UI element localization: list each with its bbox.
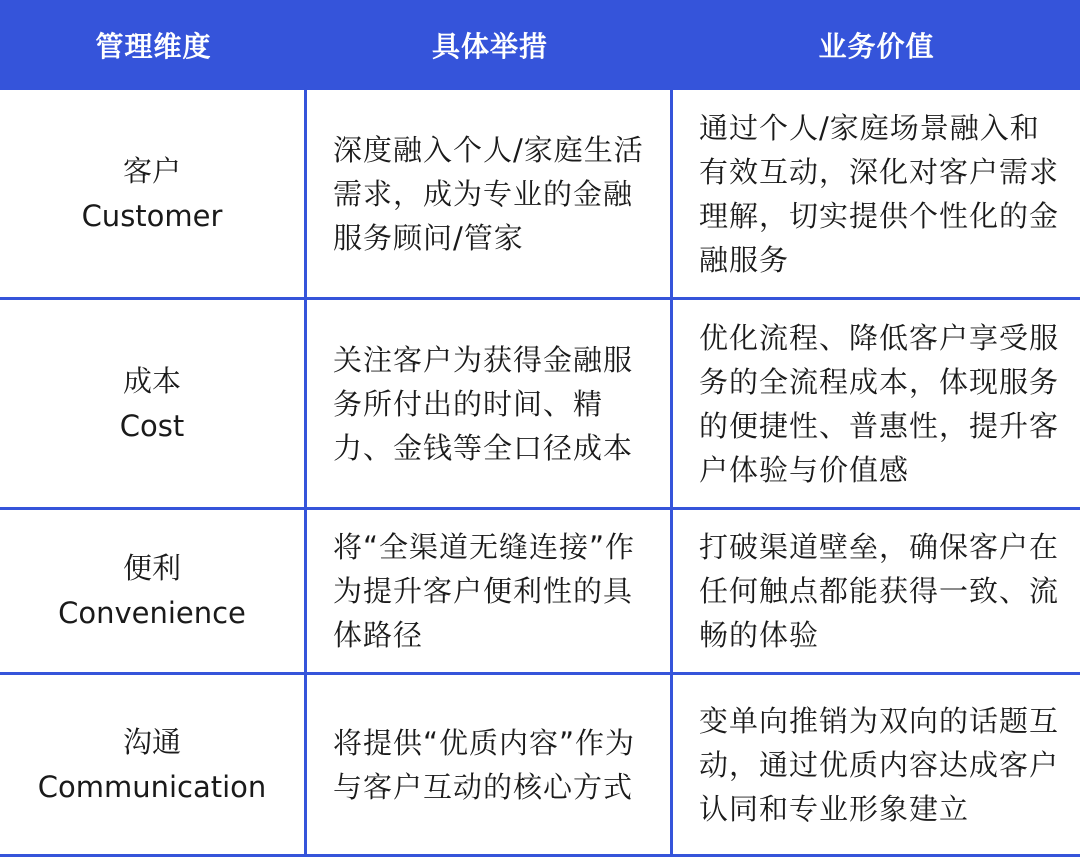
table-row-measure — [307, 90, 673, 300]
value-text: 打破渠道壁垒，确保客户在任何触点都能获得一致、流畅的体验 — [699, 530, 1060, 652]
header-value: 业务价值 — [673, 0, 1080, 90]
dimension-en: Cost — [119, 408, 185, 443]
measure-text: 将提供“优质内容”作为与客户互动的核心方式 — [333, 725, 636, 804]
table-row-value — [673, 300, 1080, 510]
value-text: 优化流程、降低客户享受服务的全流程成本，体现服务的便捷性、普惠性，提升客户体验与价值感 — [699, 320, 1060, 487]
table-row-value — [673, 90, 1080, 300]
header-dimension: 管理维度 — [0, 0, 307, 90]
dimension-en: Customer — [81, 198, 223, 233]
table-row-dimension — [0, 300, 307, 510]
dimension-cn: 客户 — [122, 153, 181, 188]
header-measure: 具体举措 — [307, 0, 673, 90]
dimension-cn: 便利 — [122, 551, 181, 585]
table-row-measure — [307, 675, 673, 857]
table-row-value — [673, 675, 1080, 857]
table-row-dimension — [0, 510, 307, 675]
value-text: 通过个人/家庭场景融入和有效互动，深化对客户需求理解，切实提供个性化的金融服务 — [699, 110, 1060, 277]
table-row-value — [673, 510, 1080, 675]
table-row-measure — [307, 510, 673, 675]
value-text: 变单向推销为双向的话题互动，通过优质内容达成客户认同和专业形象建立 — [699, 703, 1060, 826]
dimension-en: Convenience — [58, 596, 246, 630]
measure-text: 关注客户为获得金融服务所付出的时间、精力、金钱等全口径成本 — [333, 342, 634, 465]
table-row-measure — [307, 300, 673, 510]
measure-text: 深度融入个人/家庭生活需求，成为专业的金融服务顾问/管家 — [333, 132, 644, 255]
dimension-en: Communication — [37, 769, 267, 804]
dimension-cn: 沟通 — [122, 724, 181, 759]
measure-text: 将“全渠道无缝连接”作为提升客户便利性的具体路径 — [333, 530, 636, 652]
dimension-cn: 成本 — [122, 363, 181, 398]
table-row-dimension — [0, 675, 307, 857]
table-row-dimension — [0, 90, 307, 300]
